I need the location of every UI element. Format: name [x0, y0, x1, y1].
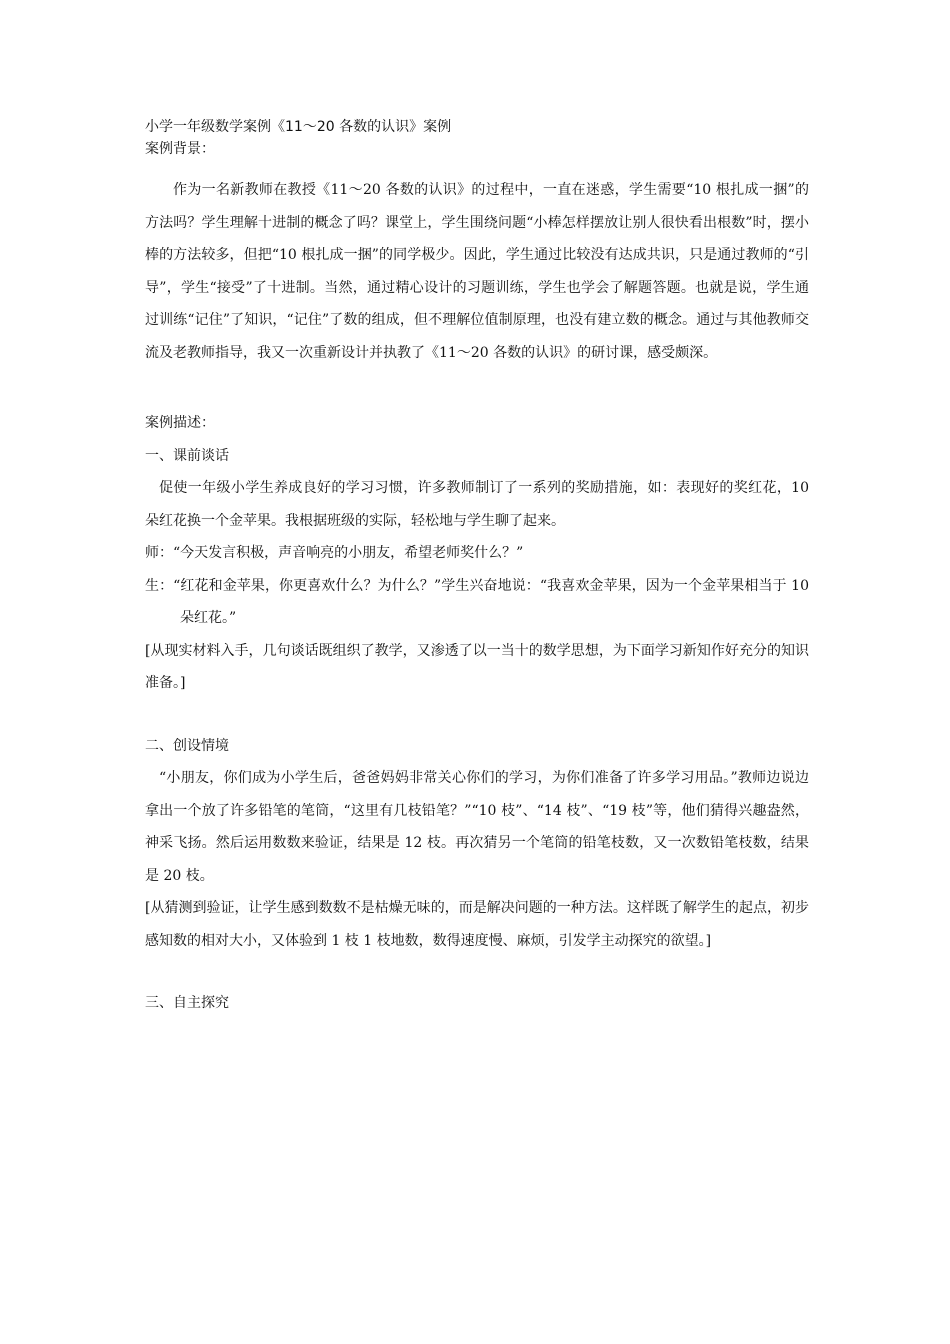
section1-paragraph: 促使一年级小学生养成良好的学习习惯，许多教师制订了一系列的奖励措施，如：表现好的奖红花，10 朵红花换一个金苹果。我根据班级的实际，轻松地与学生聊了起来。	[145, 480, 809, 529]
background-label: 案例背景：	[145, 141, 215, 157]
document-title: 小学一年级数学案例《11～20 各数的认识》案例	[145, 119, 452, 135]
section-heading-self-exploration: 三、自主探究	[145, 995, 229, 1011]
student-dialogue-line: 生：“红花和金苹果，你更喜欢什么？为什么？”学生兴奋地说：“我喜欢金苹果，因为一个金苹果相当于 10 朵红花。”	[145, 577, 809, 626]
background-paragraph: 作为一名新教师在教授《11～20 各数的认识》的过程中，一直在迷惑，学生需要“10 根扎成一捆”的方法吗？学生理解十进制的概念了吗？课堂上，学生围绕问题“小棒怎样摆放让别人很快看出根数”时，摆小棒的方法较多，但把“10 根扎成一捆”的同学极少。因此，学生通过比较没有达成共识，只是通过教师的“引导”，学生“接受”了十进制。当然，通过精心设计的习题训练，学生也学会了解题答题。也就是说，学生通过训练“记住”了知识，“记住”了数的组成，但不理解位值制原理，也没有建立数的概念。通过与其他教师交流及老教师指导，我又一次重新设计并执教了《11～20 各数的认识》的研讨课，感受颇深。	[145, 182, 809, 361]
spacer	[145, 369, 809, 407]
teacher-dialogue-line: 师：“今天发言积极，声音响亮的小朋友，希望老师奖什么？”	[145, 545, 524, 561]
section2-comment: [从猜测到验证，让学生感到数数不是枯燥无味的，而是解决问题的一种方法。这样既了解学生的起点，初步感知数的相对大小，又体验到 1 枝 1 枝地数，数得速度慢、麻烦，引发学主动探究的欲望。]	[145, 900, 809, 949]
document-page	[145, 116, 809, 1020]
section2-paragraph: “小朋友，你们成为小学生后，爸爸妈妈非常关心你们的学习，为你们准备了许多学习用品。”教师边说边拿出一个放了许多铅笔的笔筒，“这里有几枝铅笔？”“10 枝”、“14 枝”、“19 枝”等，他们猜得兴趣盎然，神采飞扬。然后运用数数来验证，结果是 12 枝。再次猜另一个笔筒的铅笔枝数，又一次数铅笔枝数，结果是 20 枝。	[145, 770, 809, 884]
section1-comment: [从现实材料入手，几句谈话既组织了教学，又渗透了以一当十的数学思想，为下面学习新知作好充分的知识准备。]	[145, 642, 809, 691]
spacer	[145, 700, 809, 730]
section-heading-create-situation: 二、创设情境	[145, 737, 229, 754]
spacer	[145, 957, 809, 987]
spacer	[145, 160, 809, 174]
section-heading-pre-class-talk: 一、课前谈话	[145, 447, 229, 464]
description-label: 案例描述：	[145, 415, 215, 431]
